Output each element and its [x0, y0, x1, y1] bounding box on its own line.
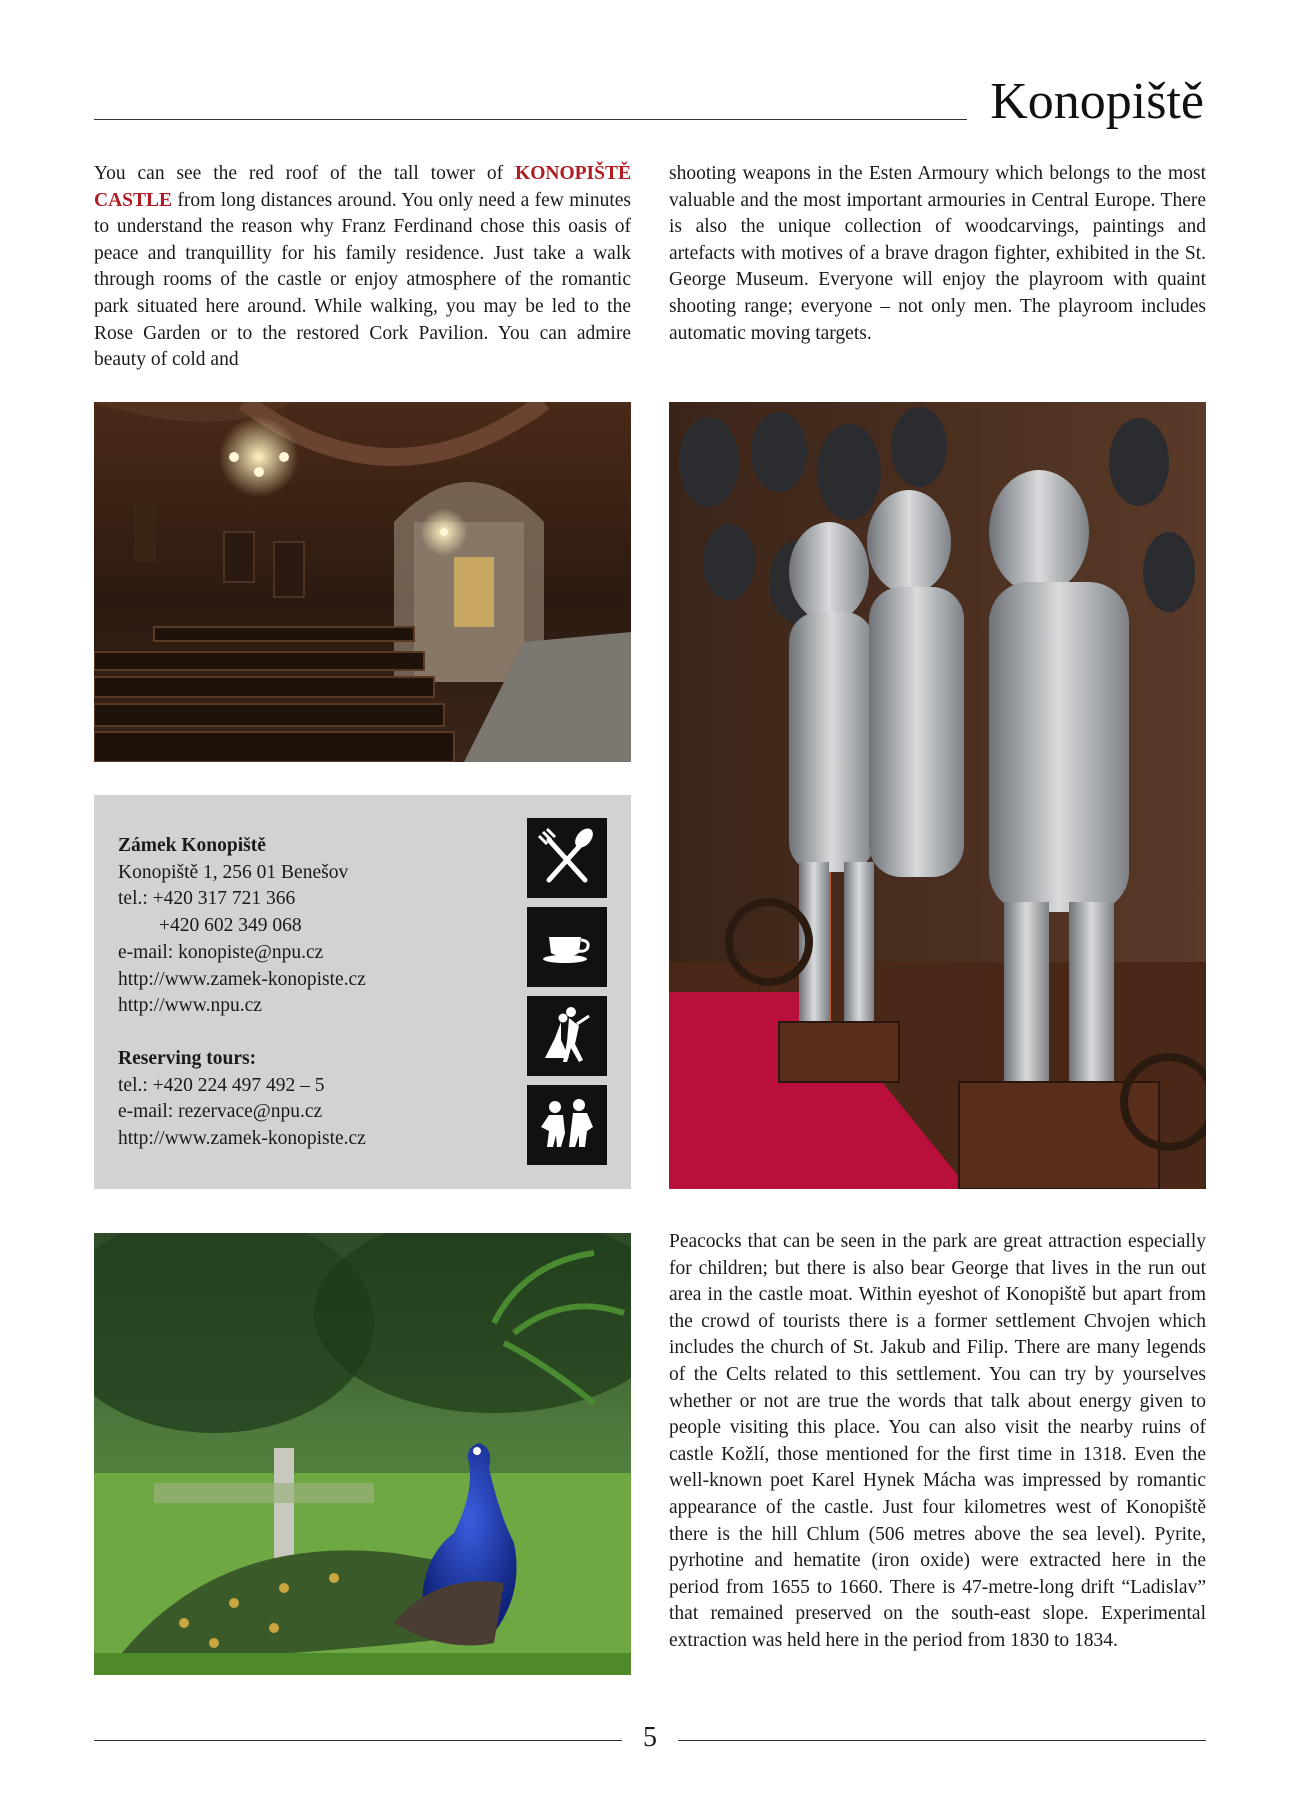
intro-text	[94, 161, 631, 374]
venue-email[interactable]: e-mail: konopiste@npu.cz	[118, 941, 324, 963]
page-number: 5	[643, 1722, 657, 1753]
peacock-paragraph: Peacocks that can be seen in the park are great attraction especially for children; but there is also bear George that lives in the run out area in the castle moat. Within eyeshot of Konopiště but apart from the crowd of tourists there is a former settlement Chvojen which includes the church of St. Jakub and Filip. There are many legends of the Celts related to this settlement. You can try by yourselves whether or not are true the words that talk about energy given to people visiting this place. You can also visit the nearby ruins of castle Kožlí, those mentioned for the first time in 1318. Even the well-known poet Karel Hynek Mácha was impressed by romantic appearance of the castle. Just four kilometres west of Konopiště there is the hill Chlum (506 metres above the sea level). Pyrite, pyrhotine and hematite (iron oxide) were extracted here in the period from 1655 to 1660. There is 47-metre-long drift “Ladislav” that remained preserved on the south-east slope. Experimental extraction was held here in the period from 1830 to 1834.	[669, 1231, 1206, 1651]
venue-name: Zámek Konopiště	[118, 835, 266, 856]
peacock-photo	[94, 1233, 631, 1675]
header-rule	[94, 119, 967, 120]
armoury-text	[669, 161, 1206, 347]
footer-rule-left	[94, 1740, 622, 1741]
intro-paragraph: You can see the red roof of the tall tower of KONOPIŠTĚ CASTLE from long distances around. You only need a few minutes to understand the reason why Franz Ferdinand chose this oasis of peace and tranquillity for his family residence. Just take a walk through rooms of the castle or enjoy atmosphere of the romantic park situated here around. While walking, you may be led to the Rose Garden or to the restored Cork Pavilion. You can admire beauty of cold and	[94, 163, 631, 371]
contact-details	[118, 833, 366, 1153]
reservation-heading: Reserving tours:	[118, 1047, 257, 1069]
armoury-paragraph: shooting weapons in the Esten Armoury which belongs to the most valuable and the most important armouries in Central Europe. There is also the unique collection of woodcarvings, paintings and artefacts with motives of a brave dragon fighter, exhibited in the St. George Museum. Everyone will enjoy the playroom with quaint shooting range; everyone – not only men. The playroom includes automatic moving targets.	[669, 163, 1206, 344]
chapel-photo	[94, 402, 631, 762]
reservation-email[interactable]: e-mail: rezervace@npu.cz	[118, 1101, 323, 1123]
footer-rule-right	[678, 1740, 1206, 1741]
reservation-website[interactable]: http://www.zamek-konopiste.cz	[118, 1128, 366, 1150]
venue-website-2[interactable]: http://www.npu.cz	[118, 995, 262, 1017]
peacock-text	[669, 1229, 1206, 1655]
venue-address: Konopiště 1, 256 01 Benešov	[118, 861, 349, 883]
venue-website-1[interactable]: http://www.zamek-konopiste.cz	[118, 968, 366, 990]
venue-phone-2: +420 602 349 068	[159, 915, 302, 937]
dance-couple-icon	[527, 996, 607, 1076]
contact-info-box	[94, 795, 631, 1189]
restaurant-icon	[527, 818, 607, 898]
cafe-icon	[527, 907, 607, 987]
page-title: Konopiště	[990, 73, 1204, 130]
castle-name: KONOPIŠTĚ CASTLE	[94, 163, 631, 211]
reservation-phone: tel.: +420 224 497 492 – 5	[118, 1074, 325, 1096]
venue-phone-1: tel.: +420 317 721 366	[118, 888, 296, 910]
children-icon	[527, 1085, 607, 1165]
armoury-photo	[669, 402, 1206, 1189]
